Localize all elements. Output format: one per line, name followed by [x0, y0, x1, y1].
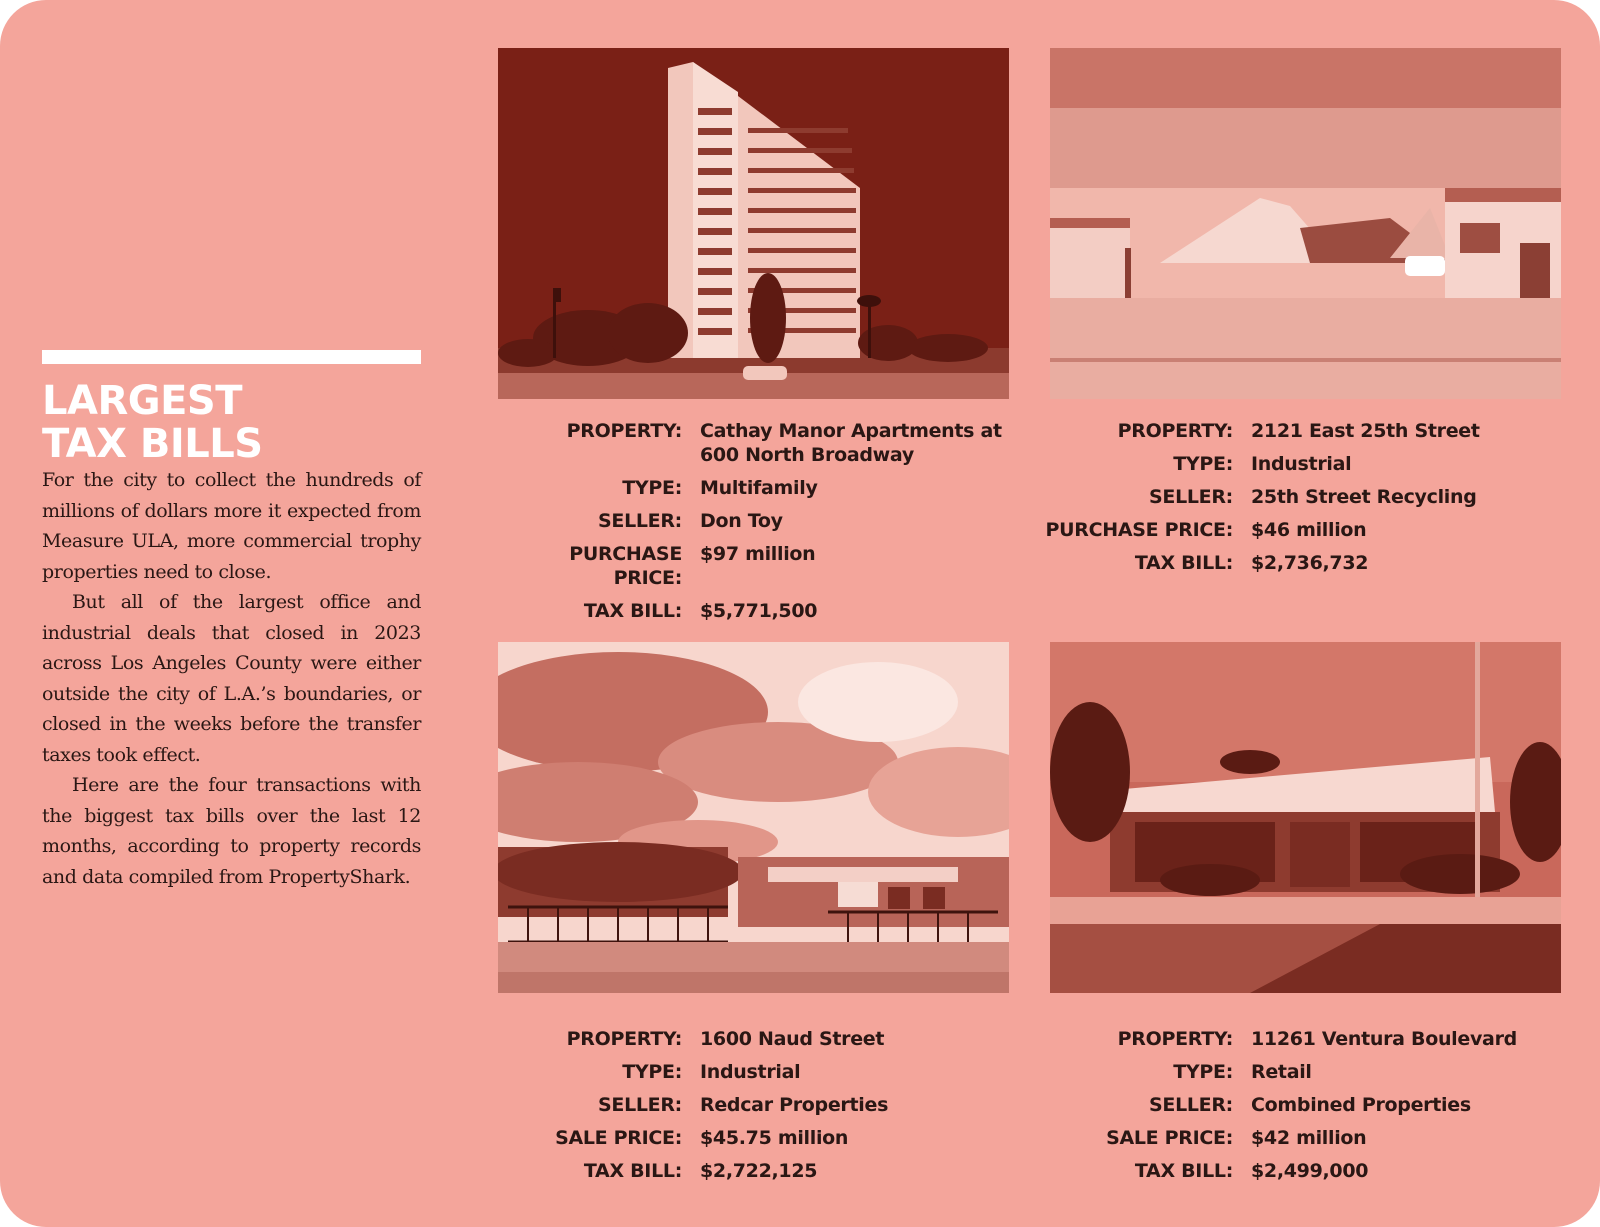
yard-photo-illustration — [1050, 48, 1561, 399]
spec-label: SELLER: — [1149, 1094, 1233, 1116]
spec-label: TYPE: — [622, 1061, 682, 1083]
spec-label: TAX BILL: — [1134, 1160, 1233, 1182]
spec-value: $2,722,125 — [700, 1160, 818, 1182]
spec-row-tax-bill — [1033, 1159, 1553, 1183]
spec-value: Retail — [1251, 1061, 1312, 1083]
spec-label: TAX BILL: — [1134, 552, 1233, 574]
page-title — [42, 380, 422, 466]
spec-value: $2,499,000 — [1251, 1160, 1369, 1182]
spec-row-price — [1033, 518, 1553, 542]
title-line-1: LARGEST — [42, 378, 242, 424]
spec-value: $2,736,732 — [1251, 552, 1369, 574]
spec-label: SALE PRICE: — [1106, 1127, 1233, 1149]
spec-label: PROPERTY: — [1117, 1028, 1233, 1050]
spec-row-price — [500, 1126, 1020, 1150]
intro-paragraph: But all of the largest office and industrial deals that closed in 2023 across Los Angeles County were either outside the city of L.A.’s boundaries, or closed in the weeks before the transfer taxes took effect. — [42, 591, 421, 766]
spec-label: PROPERTY: — [566, 420, 682, 442]
spec-row-price — [500, 542, 1020, 590]
spec-label: TYPE: — [1173, 1061, 1233, 1083]
property-specs-3 — [500, 1027, 1020, 1192]
spec-label: PURCHASE PRICE: — [1045, 519, 1233, 541]
spec-value: $5,771,500 — [700, 600, 818, 622]
spec-row-tax-bill — [500, 1159, 1020, 1183]
spec-label: TYPE: — [622, 477, 682, 499]
spec-label: SALE PRICE: — [555, 1127, 682, 1149]
spec-row-seller — [1033, 1093, 1553, 1117]
spec-row-seller — [500, 509, 1020, 533]
spec-value: Combined Properties — [1251, 1094, 1471, 1116]
spec-label: SELLER: — [1149, 486, 1233, 508]
spec-row-property — [1033, 419, 1553, 443]
spec-row-seller — [1033, 485, 1553, 509]
spec-row-property — [1033, 1027, 1553, 1051]
spec-label: TYPE: — [1173, 453, 1233, 475]
photo-ventura-boulevard — [1050, 642, 1561, 993]
spec-value: Cathay Manor Apartments at 600 North Broadway — [700, 420, 1002, 466]
spec-row-seller — [500, 1093, 1020, 1117]
intro-paragraph: Here are the four transactions with the biggest tax bills over the last 12 months, according to property records and data compiled from PropertyShark. — [42, 774, 421, 888]
photo-naud-street — [498, 642, 1009, 993]
intro-paragraph: For the city to collect the hundreds of millions of dollars more it expected from Measure ULA, more commercial trophy properties need to close. — [42, 469, 421, 583]
spec-row-type — [1033, 1060, 1553, 1084]
spec-value: $45.75 million — [700, 1127, 849, 1149]
spec-label: PROPERTY: — [566, 1028, 682, 1050]
title-line-2: TAX BILLS — [42, 421, 263, 467]
spec-label: SELLER: — [598, 510, 682, 532]
tower-photo-illustration — [498, 48, 1009, 399]
spec-value: Industrial — [1251, 453, 1352, 475]
spec-value: 11261 Ventura Boulevard — [1251, 1028, 1517, 1050]
spec-value: Redcar Properties — [700, 1094, 889, 1116]
spec-value: $46 million — [1251, 519, 1367, 541]
spec-value: 2121 East 25th Street — [1251, 420, 1480, 442]
spec-value: Don Toy — [700, 510, 783, 532]
spec-row-property — [500, 1027, 1020, 1051]
spec-row-tax-bill — [500, 599, 1020, 623]
photo-25th-street — [1050, 48, 1561, 399]
property-specs-2 — [1033, 419, 1553, 584]
spec-row-property — [500, 419, 1020, 467]
spec-value: $42 million — [1251, 1127, 1367, 1149]
spec-label: SELLER: — [598, 1094, 682, 1116]
intro-text — [42, 465, 421, 892]
title-rule — [42, 350, 421, 364]
property-specs-1 — [500, 419, 1020, 632]
spec-value: 25th Street Recycling — [1251, 486, 1477, 508]
spec-value: 1600 Naud Street — [700, 1028, 885, 1050]
spec-label: TAX BILL: — [583, 600, 682, 622]
property-specs-4 — [1033, 1027, 1553, 1192]
spec-label: PURCHASE PRICE: — [569, 543, 682, 589]
industrial-photo-illustration — [498, 642, 1009, 993]
spec-row-type — [1033, 452, 1553, 476]
spec-value: $97 million — [700, 543, 816, 565]
spec-value: Multifamily — [700, 477, 818, 499]
spec-row-tax-bill — [1033, 551, 1553, 575]
spec-label: PROPERTY: — [1117, 420, 1233, 442]
spec-value: Industrial — [700, 1061, 801, 1083]
spec-row-type — [500, 476, 1020, 500]
spec-row-price — [1033, 1126, 1553, 1150]
retail-photo-illustration — [1050, 642, 1561, 993]
photo-cathay-manor — [498, 48, 1009, 399]
spec-row-type — [500, 1060, 1020, 1084]
spec-label: TAX BILL: — [583, 1160, 682, 1182]
